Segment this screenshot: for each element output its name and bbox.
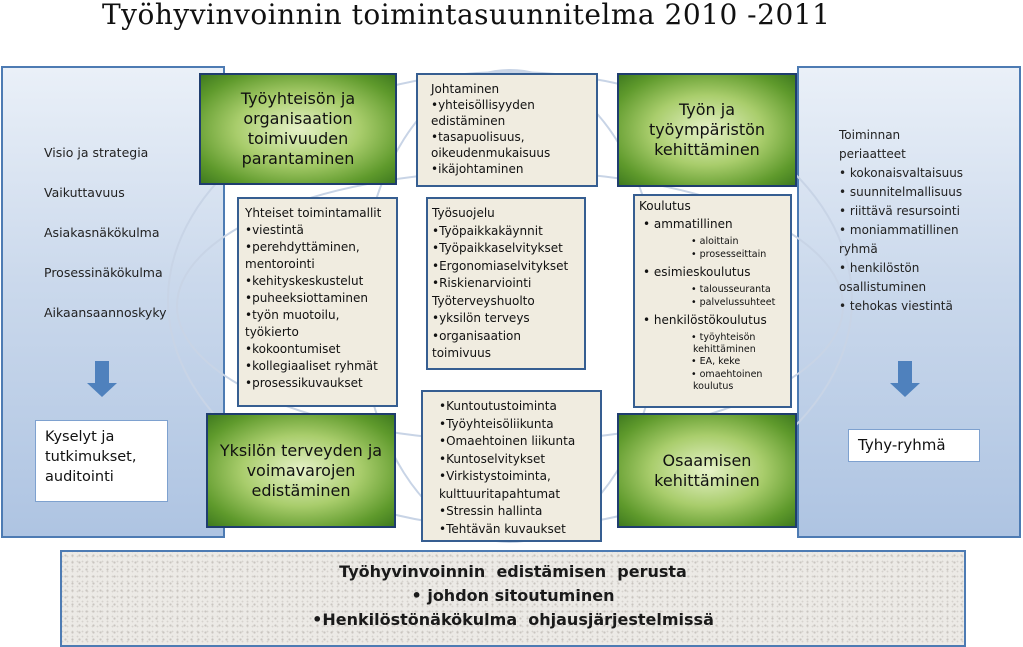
- green-box-line: toimivuuden: [247, 129, 349, 148]
- common-practices-box: [237, 197, 398, 407]
- green-box-individual-health: [206, 413, 396, 528]
- leadership-box: [416, 73, 598, 187]
- surveys-line: tutkimukset,: [45, 449, 137, 465]
- common-line: •viestintä: [245, 223, 304, 237]
- green-box-line: Työyhteisön ja: [240, 89, 356, 108]
- occupational-safety-box: [426, 197, 586, 370]
- training-line: • EA, keke: [691, 356, 741, 367]
- safety-line: •Työpaikkakäynnit: [432, 223, 543, 238]
- safety-line: •yksilön terveys: [432, 311, 530, 325]
- green-box-work-environment: [617, 73, 797, 187]
- common-line: mentorointi: [245, 257, 315, 271]
- left-list-item: Visio ja strategia: [44, 145, 149, 160]
- common-line: Yhteiset toimintamallit: [245, 206, 382, 220]
- foundation-line: Työhyvinvoinnin edistämisen perusta: [339, 562, 687, 581]
- down-arrow-icon: [898, 361, 912, 385]
- tyhy-group-box: Tyhy-ryhmä: [848, 429, 980, 462]
- training-line: • talousseuranta: [691, 284, 771, 295]
- safety-line: •Ergonomiaselvitykset: [432, 258, 569, 273]
- training-line: • omaehtoinen: [691, 369, 763, 380]
- training-line: • aloittain: [691, 236, 739, 247]
- principles-line: periaatteet: [839, 147, 906, 161]
- foundation-line: •Henkilöstönäkökulma ohjausjärjestelmissä: [312, 610, 714, 629]
- wellbeing-line: •Stressin hallinta: [439, 504, 543, 518]
- principles-line: ryhmä: [839, 242, 878, 256]
- principles-line: osallistuminen: [839, 280, 927, 294]
- principles-list: [839, 126, 963, 316]
- green-box-line: Osaamisen: [662, 450, 752, 470]
- wellbeing-line: •Omaehtoinen liikunta: [439, 434, 576, 448]
- common-line: •kollegiaaliset ryhmät: [245, 359, 378, 373]
- principles-line: • tehokas viestintä: [839, 299, 953, 313]
- leadership-line: oikeudenmukaisuus: [431, 146, 551, 160]
- training-line: koulutus: [693, 381, 734, 392]
- wellbeing-activities-box: [421, 390, 602, 542]
- training-line: • työyhteisön: [691, 332, 756, 343]
- principles-line: • riittävä resursointi: [839, 204, 960, 218]
- leadership-line: Johtaminen: [431, 82, 500, 96]
- left-list: [44, 145, 167, 345]
- training-box: [633, 194, 792, 408]
- training-line: Koulutus: [639, 199, 691, 213]
- safety-line: •Työpaikkaselvitykset: [432, 241, 563, 255]
- common-line: •puheeksiottaminen: [245, 291, 368, 305]
- green-box-line: Työn ja työympäristön: [648, 100, 766, 139]
- left-list-item: Asiakasnäkökulma: [44, 225, 160, 240]
- green-box-competence: [617, 413, 797, 528]
- surveys-line: auditointi: [45, 469, 114, 485]
- green-box-line: Yksilön terveyden ja: [219, 440, 383, 460]
- safety-line: •Riskienarviointi: [432, 276, 532, 290]
- down-arrow-icon: [95, 361, 109, 385]
- surveys-line: Kyselyt ja: [45, 429, 115, 445]
- green-box-line: edistäminen: [251, 480, 351, 500]
- leadership-line: •tasapuolisuus,: [431, 130, 525, 144]
- principles-line: • suunnitelmallisuus: [839, 185, 963, 199]
- green-box-work-community: [199, 73, 397, 185]
- left-list-item: Vaikuttavuus: [44, 185, 125, 200]
- principles-line: • kokonaisvaltaisuus: [839, 166, 964, 180]
- wellbeing-line: •Tehtävän kuvaukset: [439, 521, 566, 536]
- training-line: • esimieskoulutus: [643, 265, 751, 279]
- left-list-item: Prosessinäkökulma: [44, 265, 163, 280]
- green-box-line: kehittäminen: [654, 470, 760, 490]
- principles-line: • henkilöstön: [839, 261, 920, 275]
- leadership-line: edistäminen: [431, 114, 506, 128]
- green-box-line: organisaation: [243, 109, 353, 128]
- foundation-line: • johdon sitoutuminen: [411, 586, 615, 605]
- wellbeing-line: •Kuntoselvitykset: [439, 451, 546, 466]
- training-line: • henkilöstökoulutus: [643, 313, 767, 327]
- training-line: • ammatillinen: [643, 217, 733, 231]
- left-list-item: Aikaansaannoskyky: [44, 305, 167, 320]
- common-line: •perehdyttäminen,: [245, 240, 360, 254]
- training-lines: [639, 199, 790, 392]
- wellbeing-line: •Kuntoutustoiminta: [439, 399, 557, 413]
- surveys-box: [35, 420, 168, 502]
- safety-line: toimivuus: [432, 346, 491, 360]
- green-box-line: parantaminen: [241, 149, 355, 168]
- safety-line: Työsuojelu: [432, 206, 495, 220]
- safety-line: •organisaation: [432, 328, 521, 343]
- common-line: •kokoontumiset: [245, 342, 341, 356]
- common-line: työkierto: [245, 325, 299, 339]
- foundation-box: [60, 550, 966, 647]
- leadership-line: •yhteisöllisyyden: [431, 98, 535, 112]
- green-box-line: kehittäminen: [654, 140, 760, 159]
- page-title: Työhyvinvoinnin toimintasuunnitelma 2010 -2011: [102, 0, 831, 31]
- common-line: •prosessikuvaukset: [245, 376, 363, 390]
- common-line: •työn muotoilu,: [245, 308, 340, 322]
- leadership-line: •ikäjohtaminen: [431, 162, 524, 176]
- green-box-line: voimavarojen: [246, 460, 356, 480]
- training-line: • prosesseittain: [691, 249, 767, 260]
- training-line: kehittäminen: [693, 344, 756, 355]
- principles-line: Toiminnan: [839, 128, 901, 142]
- wellbeing-line: •Virkistystoiminta,: [439, 469, 551, 483]
- safety-line: Työterveyshuolto: [432, 293, 535, 308]
- principles-line: • moniammatillinen: [839, 223, 959, 237]
- training-line: • palvelussuhteet: [691, 297, 776, 308]
- common-line: •kehityskeskustelut: [245, 274, 364, 288]
- wellbeing-line: •Työyhteisöliikunta: [439, 416, 554, 431]
- wellbeing-line: kulttuuritapahtumat: [439, 486, 561, 501]
